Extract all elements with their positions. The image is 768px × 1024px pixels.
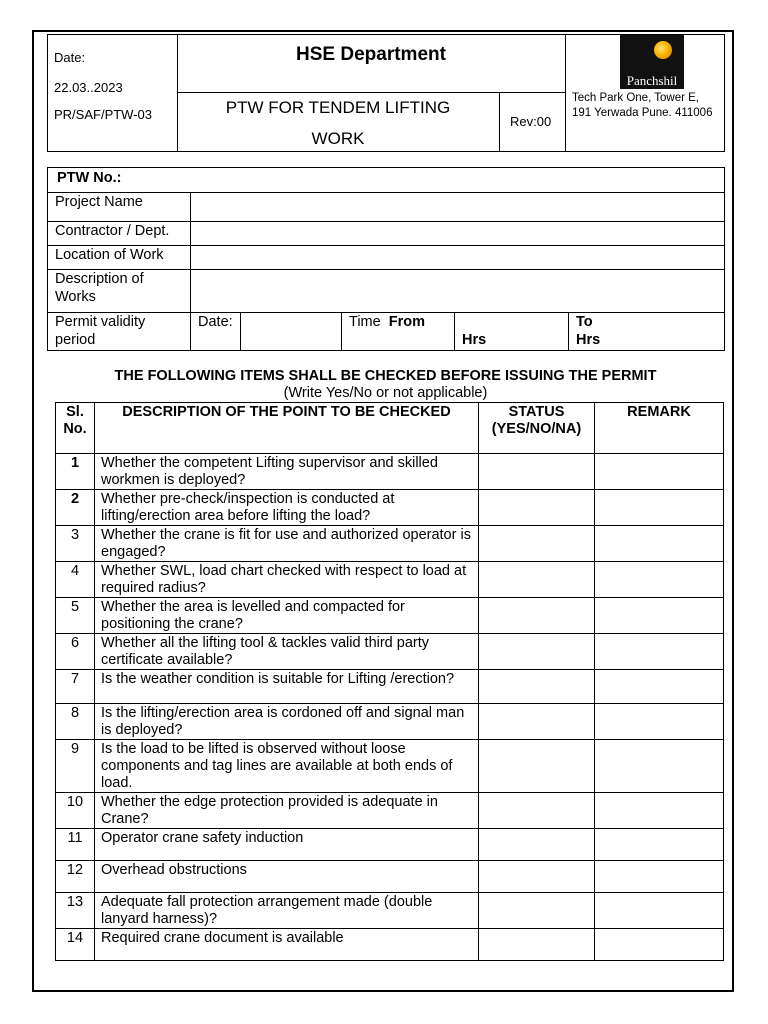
sun-logo-icon bbox=[654, 41, 672, 59]
item-description: Whether the area is levelled and compacted for positioning the crane? bbox=[95, 598, 479, 634]
validity-from-field[interactable] bbox=[455, 313, 569, 351]
form-header bbox=[47, 34, 725, 152]
item-description: Whether the competent Lifting supervisor and skilled workmen is deployed? bbox=[95, 454, 479, 490]
company-logo-text: Panchshil bbox=[626, 73, 678, 88]
item-number: 7 bbox=[56, 670, 95, 704]
document-code: PR/SAF/PTW-03 bbox=[54, 107, 153, 122]
header-date-value: 22.03..2023 bbox=[54, 80, 123, 95]
item-number: 8 bbox=[56, 704, 95, 740]
checklist-table bbox=[55, 402, 724, 961]
remark-cell[interactable] bbox=[595, 829, 724, 861]
item-description: Is the lifting/erection area is cordoned off and signal man is deployed? bbox=[95, 704, 479, 740]
item-number: 6 bbox=[56, 634, 95, 670]
item-number: 5 bbox=[56, 598, 95, 634]
form-title-line: PTW FOR TENDEM LIFTING bbox=[225, 98, 451, 117]
status-cell[interactable] bbox=[479, 634, 595, 670]
header-divider bbox=[499, 92, 500, 151]
validity-label-line: Permit validity bbox=[55, 314, 146, 330]
contractor-field[interactable] bbox=[191, 222, 725, 246]
status-cell[interactable] bbox=[479, 526, 595, 562]
company-logo bbox=[620, 35, 684, 89]
item-description: Whether the edge protection provided is adequate in Crane? bbox=[95, 793, 479, 829]
department-title: HSE Department bbox=[296, 44, 446, 65]
item-description: Operator crane safety induction bbox=[95, 829, 479, 861]
remark-cell[interactable] bbox=[595, 598, 724, 634]
item-number: 13 bbox=[56, 893, 95, 929]
validity-to-field[interactable] bbox=[569, 313, 725, 351]
remark-cell[interactable] bbox=[595, 929, 724, 961]
description-label bbox=[48, 270, 191, 313]
item-number: 14 bbox=[56, 929, 95, 961]
col-status-line: STATUS bbox=[508, 404, 565, 420]
status-cell[interactable] bbox=[479, 929, 595, 961]
item-description: Adequate fall protection arrangement made (double lanyard harness)? bbox=[95, 893, 479, 929]
remark-cell[interactable] bbox=[595, 670, 724, 704]
from-hrs-label: Hrs bbox=[462, 332, 487, 348]
checklist-heading: THE FOLLOWING ITEMS SHALL BE CHECKED BEFORE ISSUING THE PERMIT bbox=[114, 368, 657, 384]
status-cell[interactable] bbox=[479, 598, 595, 634]
item-number: 12 bbox=[56, 861, 95, 893]
remark-cell[interactable] bbox=[595, 490, 724, 526]
checklist-subheading: (Write Yes/No or not applicable) bbox=[283, 385, 488, 401]
description-label-line: Works bbox=[55, 289, 96, 305]
item-number: 4 bbox=[56, 562, 95, 598]
status-cell[interactable] bbox=[479, 562, 595, 598]
permit-info-table bbox=[47, 167, 725, 351]
header-date-label: Date: bbox=[54, 50, 86, 65]
remark-cell[interactable] bbox=[595, 454, 724, 490]
status-cell[interactable] bbox=[479, 740, 595, 793]
col-status-header bbox=[479, 403, 595, 454]
item-description: Whether pre-check/inspection is conducted at lifting/erection area before lifting the load? bbox=[95, 490, 479, 526]
validity-date-field[interactable] bbox=[241, 313, 342, 351]
revision-number: Rev:00 bbox=[510, 114, 552, 129]
col-sl-line: Sl. bbox=[66, 404, 84, 420]
validity-label-line: period bbox=[55, 332, 96, 348]
status-cell[interactable] bbox=[479, 704, 595, 740]
from-label: From bbox=[388, 314, 425, 330]
item-number: 1 bbox=[56, 454, 95, 490]
item-description: Whether SWL, load chart checked with respect to load at required radius? bbox=[95, 562, 479, 598]
validity-date-label: Date: bbox=[191, 313, 241, 351]
address-line: Tech Park One, Tower E, bbox=[572, 92, 699, 104]
remark-cell[interactable] bbox=[595, 893, 724, 929]
remark-cell[interactable] bbox=[595, 740, 724, 793]
remark-cell[interactable] bbox=[595, 861, 724, 893]
item-description: Whether all the lifting tool & tackles valid third party certificate available? bbox=[95, 634, 479, 670]
status-cell[interactable] bbox=[479, 490, 595, 526]
remark-cell[interactable] bbox=[595, 793, 724, 829]
project-name-field[interactable] bbox=[191, 193, 725, 222]
validity-label bbox=[48, 313, 191, 351]
to-label: To bbox=[576, 314, 593, 330]
remark-cell[interactable] bbox=[595, 704, 724, 740]
item-description: Required crane document is available bbox=[95, 929, 479, 961]
col-sl-line: No. bbox=[63, 421, 87, 437]
form-title-line: WORK bbox=[311, 129, 365, 148]
status-cell[interactable] bbox=[479, 829, 595, 861]
item-description: Whether the crane is fit for use and authorized operator is engaged? bbox=[95, 526, 479, 562]
item-description: Is the load to be lifted is observed without loose components and tag lines are available at both ends of load. bbox=[95, 740, 479, 793]
to-hrs-label: Hrs bbox=[576, 332, 601, 348]
remark-cell[interactable] bbox=[595, 526, 724, 562]
ptw-number-label: PTW No.: bbox=[48, 168, 725, 193]
validity-time-from bbox=[342, 313, 455, 351]
item-number: 9 bbox=[56, 740, 95, 793]
address-line: 191 Yerwada Pune. 411006 bbox=[572, 107, 713, 119]
status-cell[interactable] bbox=[479, 793, 595, 829]
status-cell[interactable] bbox=[479, 861, 595, 893]
location-field[interactable] bbox=[191, 246, 725, 270]
col-remark-header: REMARK bbox=[595, 403, 724, 454]
header-divider bbox=[565, 35, 566, 151]
col-description-header: DESCRIPTION OF THE POINT TO BE CHECKED bbox=[95, 403, 479, 454]
description-label-line: Description of bbox=[55, 271, 144, 287]
remark-cell[interactable] bbox=[595, 562, 724, 598]
item-number: 2 bbox=[56, 490, 95, 526]
col-status-line: (YES/NO/NA) bbox=[491, 421, 582, 437]
form-title bbox=[177, 92, 499, 154]
remark-cell[interactable] bbox=[595, 634, 724, 670]
item-number: 3 bbox=[56, 526, 95, 562]
time-label: Time bbox=[349, 314, 381, 330]
item-description: Overhead obstructions bbox=[95, 861, 479, 893]
item-description: Is the weather condition is suitable for Lifting /erection? bbox=[95, 670, 479, 704]
location-label: Location of Work bbox=[48, 246, 191, 270]
col-sl-header bbox=[56, 403, 95, 454]
status-cell[interactable] bbox=[479, 454, 595, 490]
status-cell[interactable] bbox=[479, 670, 595, 704]
item-number: 10 bbox=[56, 793, 95, 829]
contractor-label: Contractor / Dept. bbox=[48, 222, 191, 246]
description-field[interactable] bbox=[191, 270, 725, 313]
status-cell[interactable] bbox=[479, 893, 595, 929]
project-name-label: Project Name bbox=[48, 193, 191, 222]
company-address bbox=[572, 91, 712, 121]
item-number: 11 bbox=[56, 829, 95, 861]
